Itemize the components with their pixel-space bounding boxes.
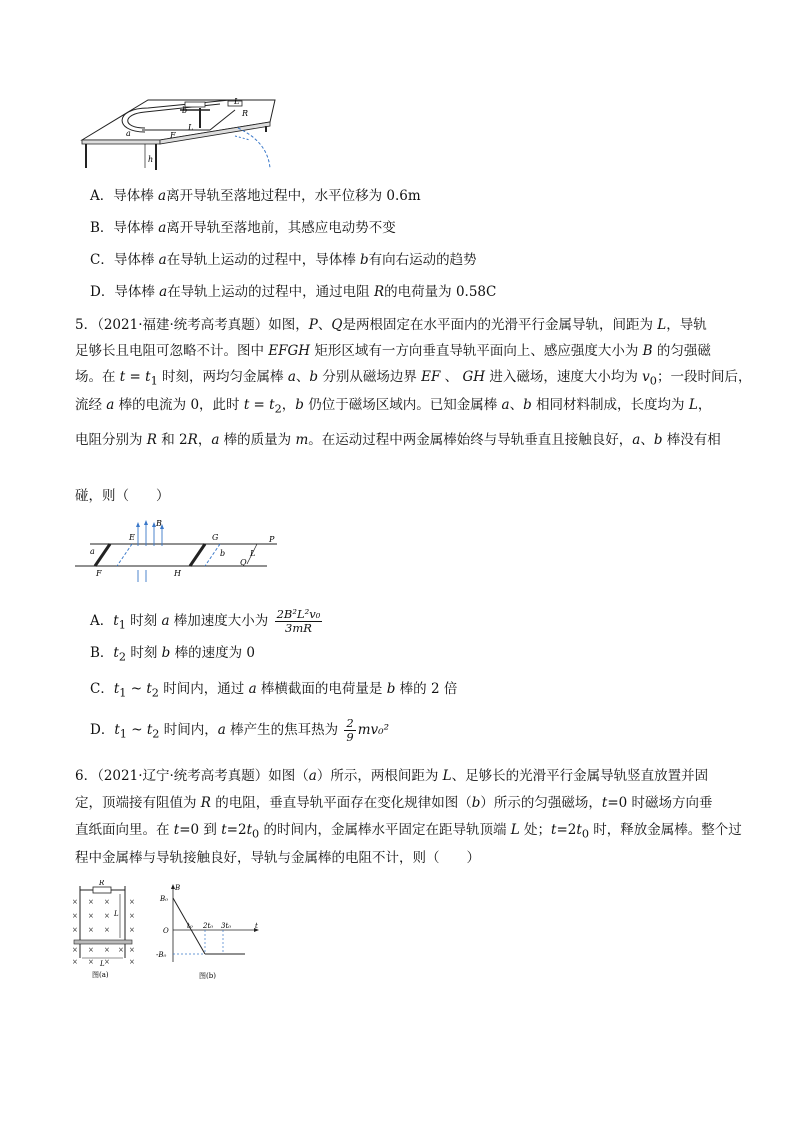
caption-b: 图(b) [199, 972, 216, 980]
label-E: E [129, 533, 135, 542]
q6-stem-line-3: 直纸面向里。在 t=0 到 $t=2t_0$ 的时间内，金属棒水平固定在距导轨顶端 L 处；$t=2t_0$ 时，释放金属棒。整个过 [75, 822, 742, 841]
q5-option-D: D．$t_1$ ~ $t_2$ 时间内，a 棒产生的焦耳热为 $\frac{2}{9}$ mv₀² [90, 716, 389, 744]
figure-q6-a [70, 880, 140, 980]
label-F: F [96, 569, 102, 578]
svg-text:×: × [88, 946, 94, 954]
label-R: R [99, 880, 105, 887]
q6-stem-line-1: 6．（2021·辽宁·统考高考真题）如图（a）所示，两根间距为 L、足够长的光滑平行金属导轨竖直放置并固 [75, 768, 709, 784]
svg-text:×: × [104, 946, 110, 954]
svg-text:×: × [72, 912, 78, 920]
svg-text:×: × [88, 912, 94, 920]
label-t: t [255, 922, 258, 930]
svg-text:×: × [104, 898, 110, 906]
label-R: R [242, 109, 249, 118]
label-t0: t₀ [187, 922, 193, 930]
svg-text:×: × [129, 926, 135, 934]
label-h: h [148, 155, 154, 164]
label-F: F [170, 131, 176, 140]
q6-stem-line-2: 定，顶端接有阻值为 R 的电阻，垂直导轨平面存在变化规律如图（b）所示的匀强磁场，t=0 时磁场方向垂 [75, 795, 713, 811]
svg-text:×: × [129, 898, 135, 906]
svg-text:×: × [88, 926, 94, 934]
q5-stem-line-2: 足够长且电阻可忽略不计。图中 EFGH 矩形区域有一方向垂直导轨平面向上、感应强度大小为 B 的匀强磁 [75, 343, 711, 359]
label-L2: L [234, 97, 240, 106]
svg-text:×: × [104, 912, 110, 920]
fraction-accel: $\frac{\text{2B²L²v₀}}{3mR}$ [276, 607, 321, 635]
label-B: B [175, 884, 181, 892]
svg-text:×: × [129, 946, 135, 954]
svg-text:×: × [72, 898, 78, 906]
q5-stem-line-4: 流经 a 棒的电流为 0，此时 $t = t_2$，b 仍位于磁场区域内。已知金属棒 a、b 相同材料制成，长度均为 L， [75, 397, 712, 416]
svg-text:×: × [118, 946, 124, 954]
svg-text:×: × [129, 958, 135, 966]
svg-text:×: × [72, 946, 78, 954]
svg-text:×: × [88, 958, 94, 966]
svg-text:×: × [72, 926, 78, 934]
q6-stem-line-4: 程中金属棒与导轨接触良好，导轨与金属棒的电阻不计，则（ ） [75, 850, 480, 866]
svg-text:×: × [104, 958, 110, 966]
svg-text:×: × [72, 958, 78, 966]
q5-stem-line-3: 场。在 $t = t_1$ 时刻，两均匀金属棒 a、b 分别从磁场边界 EF 、 GH 进入磁场，速度大小均为 $v_0$；一段时间后， [75, 369, 752, 388]
figure-q5-rails [72, 518, 287, 584]
q4-option-C: C．导体棒 a在导轨上运动的过程中，导体棒 b有向右运动的趋势 [90, 252, 477, 268]
q4-option-A: A．导体棒 a离开导轨至落地过程中，水平位移为 0.6m [90, 188, 421, 204]
q5-option-A: A．$t_1$ 时刻 a 棒加速度大小为 $\frac{\text{2B²L²v₀}}{3mR}$ [90, 607, 321, 635]
q4-option-D: D．导体棒 a在导轨上运动的过程中，通过电阻 R的电荷量为 0.58C [90, 284, 497, 300]
label-B0: B₀ [160, 895, 168, 903]
svg-text:×: × [104, 926, 110, 934]
label-a: a [126, 129, 131, 138]
label-L1: L [114, 910, 119, 918]
q5-option-B: B．$t_2$ 时刻 b 棒的速度为 0 [90, 645, 255, 664]
figure-rail-apparatus [70, 88, 285, 180]
figure-q6-b [155, 882, 265, 982]
caption-a: 图(a) [92, 971, 109, 979]
q5-option-C: C．$t_1$ ~ $t_2$ 时间内，通过 a 棒横截面的电荷量是 b 棒的 2 倍 [90, 681, 458, 700]
label-B: B [156, 519, 162, 528]
label-O: O [163, 927, 169, 935]
q5-stem-line-1: 5．（2021·福建·统考高考真题）如图，P、Q是两根固定在水平面内的光滑平行金属导轨，间距为 L，导轨 [75, 317, 707, 333]
fraction-heat: $\frac{2}{9}$ [346, 716, 354, 744]
label-minus-B0: -B₀ [156, 951, 167, 959]
q4-option-B: B．导体棒 a离开导轨至落地前，其感应电动势不变 [90, 220, 396, 236]
label-2t0: 2t₀ [203, 922, 214, 930]
label-G: G [212, 533, 219, 542]
label-L: L [250, 549, 256, 558]
q5-stem-line-5: 电阻分别为 R 和 2R，a 棒的质量为 m。在运动过程中两金属棒始终与导轨垂直且接触良好，a、b 棒没有相 [75, 432, 721, 448]
label-P: P [269, 535, 275, 544]
label-b: b [220, 549, 226, 558]
svg-text:×: × [88, 898, 94, 906]
label-L2: L [100, 960, 105, 968]
label-Q: Q [240, 558, 247, 567]
label-3t0: 3t₀ [221, 922, 232, 930]
svg-text:×: × [129, 912, 135, 920]
label-H: H [174, 569, 181, 578]
label-L1: L [188, 123, 194, 132]
q5-stem-line-6: 碰，则（ ） [75, 488, 170, 504]
label-b: b [182, 106, 188, 115]
label-a: a [90, 547, 95, 556]
